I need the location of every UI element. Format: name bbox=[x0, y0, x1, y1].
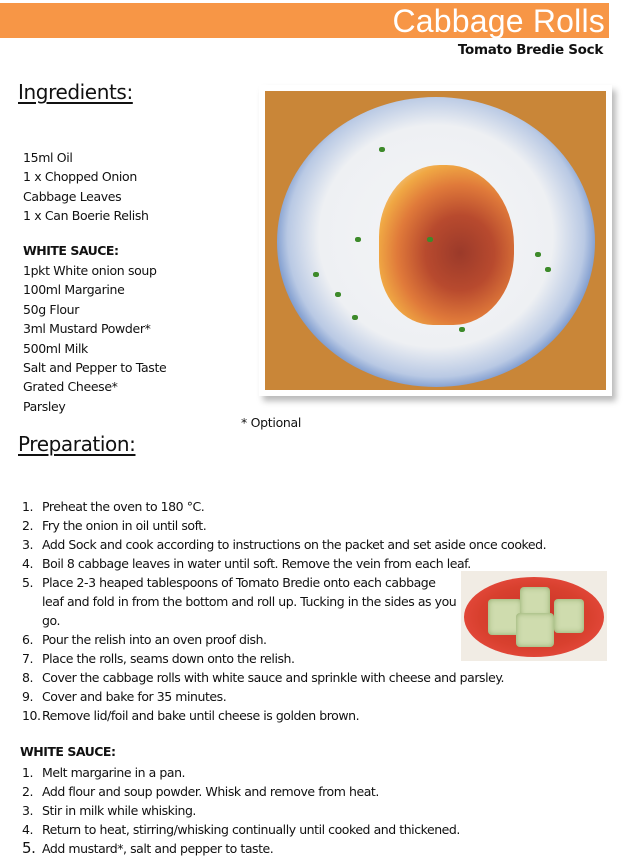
optional-note: * Optional bbox=[241, 415, 302, 430]
parsley-garnish bbox=[335, 292, 341, 297]
blue-rimmed-plate bbox=[277, 97, 595, 387]
step-number: 8. bbox=[22, 670, 34, 685]
ingredients-heading: Ingredients: bbox=[18, 80, 133, 104]
step-item bbox=[22, 782, 602, 801]
step-text: Fry the onion in oil until soft. bbox=[42, 518, 207, 533]
step-text: Place the rolls, seams down onto the relish. bbox=[42, 651, 295, 666]
step-item bbox=[22, 516, 602, 535]
ingredient-item: 50g Flour bbox=[23, 301, 80, 317]
parsley-garnish bbox=[379, 147, 385, 152]
step-number: 2. bbox=[22, 518, 34, 533]
cabbage-roll bbox=[516, 613, 554, 647]
preparation-heading: Preparation: bbox=[18, 432, 136, 456]
step-number: 5. bbox=[22, 839, 36, 857]
step-number: 2. bbox=[22, 784, 34, 799]
ingredient-item: Parsley bbox=[23, 398, 66, 414]
step-text: Remove lid/foil and bake until cheese is golden brown. bbox=[42, 708, 360, 723]
parsley-garnish bbox=[352, 315, 358, 320]
step-number: 9. bbox=[22, 689, 34, 704]
step-text: Stir in milk while whisking. bbox=[42, 803, 196, 818]
step-text: Melt margarine in a pan. bbox=[42, 765, 186, 780]
step-number: 4. bbox=[22, 556, 34, 571]
step-text: Preheat the oven to 180 °C. bbox=[42, 499, 205, 514]
step-text: Cover the cabbage rolls with white sauce and sprinkle with cheese and parsley. bbox=[42, 670, 505, 685]
step-item bbox=[22, 839, 602, 858]
step-text: Place 2-3 heaped tablespoons of Tomato Bredie onto each cabbage leaf and fold in from the bottom and roll up. Tucking in the sides as you go. bbox=[42, 575, 457, 628]
parsley-garnish bbox=[313, 272, 319, 277]
step-text: Add mustard*, salt and pepper to taste. bbox=[42, 841, 274, 856]
step-number: 5. bbox=[22, 575, 34, 590]
ingredient-item: 15ml Oil bbox=[23, 150, 73, 165]
cabbage-roll-food bbox=[379, 165, 514, 325]
white-sauce-ingredients-heading: WHITE SAUCE: bbox=[23, 243, 119, 258]
step-text: Pour the relish into an oven proof dish. bbox=[42, 632, 267, 647]
step-number: 3. bbox=[22, 537, 34, 552]
step-number: 1. bbox=[22, 499, 34, 514]
recipe-title: Cabbage Rolls bbox=[392, 3, 605, 39]
white-sauce-steps-heading: WHITE SAUCE: bbox=[20, 744, 116, 759]
ingredient-item: 500ml Milk bbox=[23, 340, 88, 356]
cabbage-rolls-dish-photo bbox=[461, 571, 607, 661]
title-bar bbox=[0, 3, 609, 38]
step-number: 6. bbox=[22, 632, 34, 647]
parsley-garnish bbox=[535, 252, 541, 257]
parsley-garnish bbox=[427, 237, 433, 242]
step-text: Boil 8 cabbage leaves in water until soft. Remove the vein from each leaf. bbox=[42, 556, 471, 571]
step-item bbox=[22, 801, 602, 820]
step-item bbox=[22, 706, 602, 725]
ingredient-item: 100ml Margarine bbox=[23, 282, 125, 298]
main-photo-frame bbox=[259, 85, 612, 396]
step-number: 3. bbox=[22, 803, 34, 818]
ingredient-item: Salt and Pepper to Taste bbox=[23, 360, 167, 376]
main-ingredients-list bbox=[23, 148, 149, 226]
ingredient-item: 1 x Can Boerie Relish bbox=[23, 208, 149, 224]
step-number: 7. bbox=[22, 651, 34, 666]
ingredient-item: Cabbage Leaves bbox=[23, 188, 122, 204]
step-text: Cover and bake for 35 minutes. bbox=[42, 689, 227, 704]
white-sauce-ingredients-list bbox=[23, 261, 166, 416]
cabbage-roll bbox=[554, 599, 584, 633]
recipe-subtitle: Tomato Bredie Sock bbox=[457, 42, 603, 58]
ingredient-item: 1 x Chopped Onion bbox=[23, 169, 137, 185]
ingredient-item: 1pkt White onion soup bbox=[23, 263, 157, 278]
red-oval-dish bbox=[464, 577, 604, 657]
step-item bbox=[22, 820, 602, 839]
step-item bbox=[22, 535, 602, 554]
step-item bbox=[22, 763, 602, 782]
step-number: 10. bbox=[22, 708, 41, 723]
step-text: Return to heat, stirring/whisking continually until cooked and thickened. bbox=[42, 822, 460, 837]
step-item bbox=[22, 687, 602, 706]
step-text: Add Sock and cook according to instructions on the packet and set aside once cooked. bbox=[42, 537, 547, 552]
ingredient-item: Grated Cheese* bbox=[23, 379, 118, 395]
parsley-garnish bbox=[459, 327, 465, 332]
step-number: 4. bbox=[22, 822, 34, 837]
step-text: Add flour and soup powder. Whisk and remove from heat. bbox=[42, 784, 379, 799]
white-sauce-steps bbox=[22, 763, 602, 858]
ingredient-item: 3ml Mustard Powder* bbox=[23, 321, 151, 337]
cabbage-roll-plate-photo bbox=[265, 91, 606, 390]
step-item bbox=[22, 668, 602, 687]
parsley-garnish bbox=[545, 267, 551, 272]
step-number: 1. bbox=[22, 765, 34, 780]
step-item bbox=[22, 497, 602, 516]
parsley-garnish bbox=[355, 237, 361, 242]
